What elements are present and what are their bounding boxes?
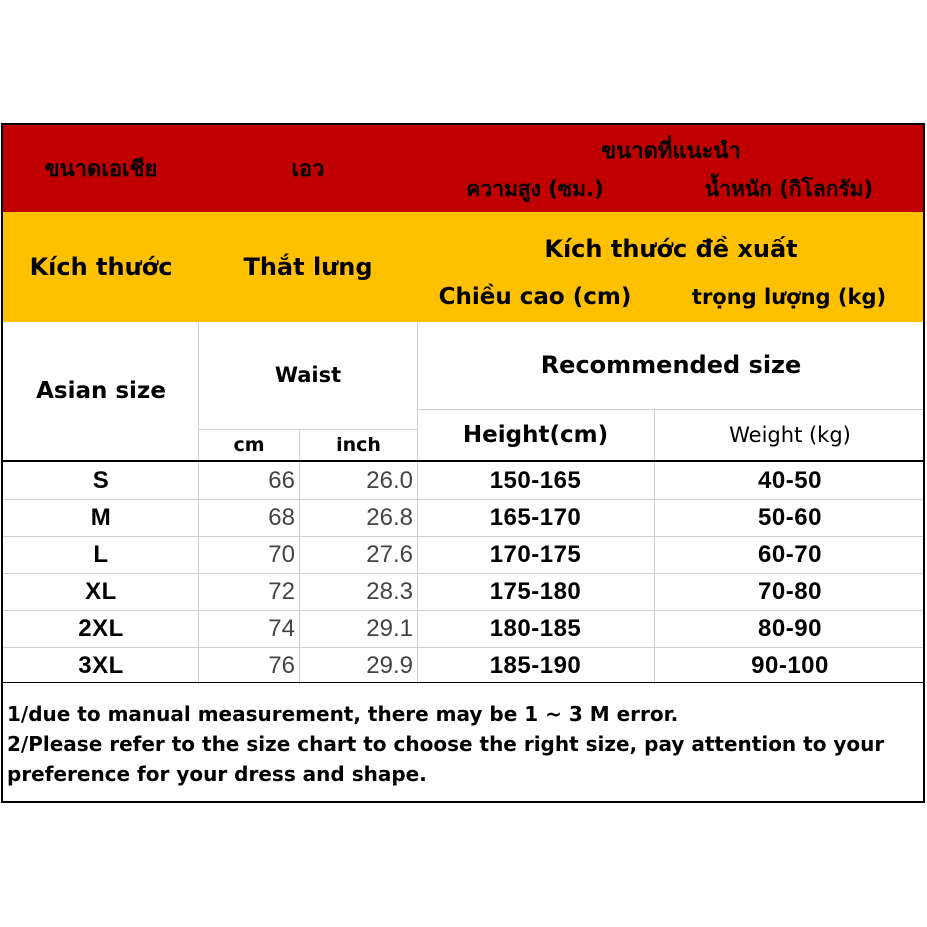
height-cell: 170-175 — [489, 540, 582, 568]
size-cell: M — [90, 503, 112, 531]
size-cell: 2XL — [78, 614, 124, 642]
height-cell: 185-190 — [489, 651, 582, 679]
column-divider — [654, 462, 655, 684]
en-waist-label: Waist — [274, 363, 342, 387]
thai-size-label: ขนาดเอเชีย — [44, 157, 158, 182]
note-line: 1/due to manual measurement, there may be 1 ~ 3 M error. — [7, 702, 679, 726]
thai-recommended-label: ขนาดที่แนะนำ — [601, 138, 741, 164]
height-cell: 150-165 — [489, 466, 582, 494]
weight-cell: 80-90 — [758, 614, 822, 642]
height-cell: 180-185 — [489, 614, 582, 642]
waist-cm-cell: 74 — [268, 614, 295, 642]
viet-waist-label: Thắt lưng — [243, 253, 373, 281]
column-divider — [417, 462, 418, 684]
size-cell: 3XL — [78, 651, 124, 679]
notes — [7, 699, 917, 789]
size-chart — [1, 123, 925, 803]
column-divider — [299, 462, 300, 684]
waist-inch-cell: 29.9 — [366, 651, 413, 679]
en-weight-label: Weight (kg) — [729, 423, 851, 447]
waist-cm-cell: 70 — [268, 540, 295, 568]
height-cell: 175-180 — [489, 577, 582, 605]
size-cell: XL — [85, 577, 117, 605]
waist-inch-cell: 26.0 — [366, 466, 413, 494]
waist-cm-cell: 68 — [268, 503, 295, 531]
size-cell: S — [92, 466, 110, 494]
table-bottom-line — [3, 682, 923, 683]
column-divider — [198, 462, 199, 684]
viet-weight-label: trọng lượng (kg) — [691, 285, 887, 309]
en-recommended-label: Recommended size — [540, 351, 802, 379]
weight-cell: 60-70 — [758, 540, 822, 568]
waist-inch-cell: 28.3 — [366, 577, 413, 605]
weight-cell: 70-80 — [758, 577, 822, 605]
thai-waist-label: เอว — [291, 157, 325, 182]
viet-height-label: Chiều cao (cm) — [438, 284, 632, 310]
weight-cell: 40-50 — [758, 466, 822, 494]
size-cell: L — [93, 540, 109, 568]
en-inch-label: inch — [336, 434, 381, 456]
en-size-label: Asian size — [36, 378, 166, 404]
viet-recommended-label: Kích thước đề xuất — [544, 235, 798, 263]
waist-inch-cell: 26.8 — [366, 503, 413, 531]
weight-cell: 90-100 — [751, 651, 829, 679]
height-cell: 165-170 — [489, 503, 582, 531]
waist-cm-cell: 72 — [268, 577, 295, 605]
waist-cm-cell: 66 — [268, 466, 295, 494]
grid-line — [417, 409, 925, 410]
note-line: 2/Please refer to the size chart to choose the right size, pay attention to your — [7, 732, 885, 756]
thai-weight-label: น้ำหนัก (กิโลกรัม) — [704, 176, 874, 201]
note-line: preference for your dress and shape. — [7, 762, 427, 786]
en-cm-label: cm — [233, 434, 265, 456]
viet-size-label: Kích thước — [29, 253, 173, 281]
waist-inch-cell: 27.6 — [366, 540, 413, 568]
weight-cell: 50-60 — [758, 503, 822, 531]
en-height-label: Height(cm) — [462, 422, 609, 448]
thai-height-label: ความสูง (ซม.) — [466, 176, 604, 201]
waist-inch-cell: 29.1 — [366, 614, 413, 642]
waist-cm-cell: 76 — [268, 651, 295, 679]
